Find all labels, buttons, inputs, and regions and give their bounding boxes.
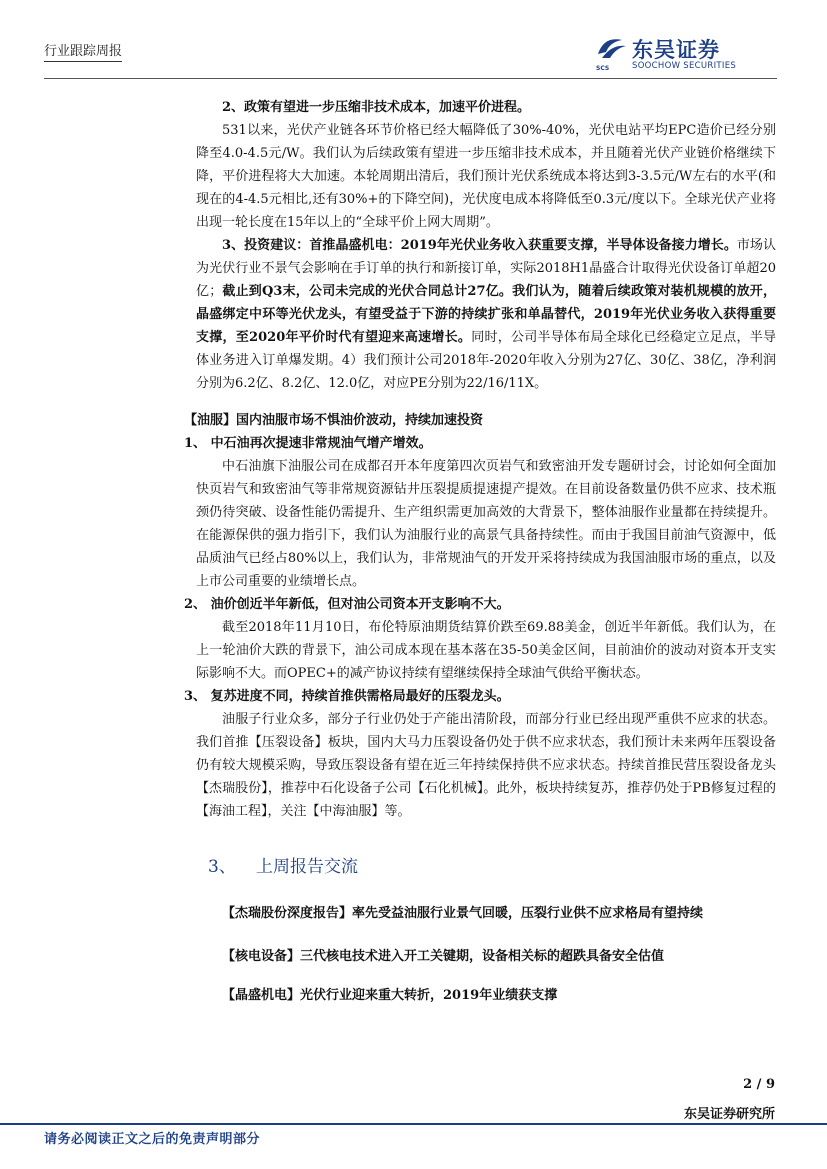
oil-point2-body: 截至2018年11月10日，布伦特原油期货结算价跌至69.88美金，创近半年新低。我们认为，在上一轮油价大跌的背景下，油公司成本现在基本落在35-50美金区间，目前油价的波动对资本开支实际影响不大。而OPEC+的减产协议持续有望继续保持全球油气供给平衡状态。 [196, 620, 776, 681]
page-number: 2 / 9 [743, 1077, 775, 1092]
report-item-tag: 【杰瑞股份深度报告】 [222, 906, 353, 921]
report-body [184, 96, 776, 1007]
report-item-tag: 【晶盛机电】 [222, 988, 301, 1003]
report-item-tag: 【核电设备】 [222, 949, 301, 964]
oil-point1-body: 中石油旗下油服公司在成都召开本年度第四次页岩气和致密油开发专题研讨会，讨论如何全面加快页岩气和致密油气等非常规资源钻井压裂提质提速提产提效。在目前设备数量仍供不应求、技术瓶颈仍待突破、设备性能仍需提升、生产组织需更加高效的大背景下，整体油服作业量都在持续提升。在能源保供的强力指引下，我们认为油服行业的高景气具备持续性。而由于我国目前油气资源中，低品质油气已经占80%以上，我们认为，非常规油气的开发开采将持续成为我国油服市场的重点，以及上市公司重要的业绩增长点。 [196, 459, 776, 589]
oil-point2-heading: 2、 油价创近半年新低，但对油公司资本开支影响不大。 [184, 597, 510, 612]
scs-emblem-icon [596, 34, 628, 64]
header-divider [44, 78, 777, 79]
pv-point2-heading: 2、政策有望进一步压缩非技术成本，加速平价进程。 [222, 100, 531, 115]
logo-abbr: SCS [596, 65, 610, 72]
oil-point1-heading: 1、 中石油再次提速非常规油气增产增效。 [184, 436, 432, 451]
pv-investment-advice-bold: 3、投资建议：首推晶盛机电：2019年光伏业务收入获重要支撑，半导体设备接力增长。 [222, 238, 737, 253]
pv-point3-paragraph [196, 234, 776, 395]
footer-divider [0, 1123, 827, 1125]
section-3-title: 上周报告交流 [256, 857, 358, 877]
report-item [196, 899, 776, 929]
report-item-title: 三代核电技术进入开工关键期，设备相关标的超跌具备安全估值 [300, 949, 665, 964]
institute-name: 东吴证券研究所 [683, 1107, 775, 1122]
company-logo [596, 34, 776, 78]
section-3-number: 3、 [208, 857, 236, 877]
oil-point3-heading: 3、 复苏进度不同，持续首推供需格局最好的压裂龙头。 [184, 689, 510, 704]
pv-investment-text-1: 市场认为光伏行业不景气会影响在手订单的执行和新接订单，实际2018H1晶盛合计取得光伏设备订单超20亿； [196, 238, 776, 299]
pv-investment-text-2: 同时，公司半导体布局全球化已经稳定立足点，半导体业务进入订单爆发期。4）我们预计公司2018年-2020年收入分别为27亿、30亿、38亿，净利润分别为6.2亿、8.2亿、12.0亿，对应PE分别为22/16/11X。 [196, 330, 776, 391]
pv-point2-body: 531以来，光伏产业链各环节价格已经大幅降低了30%-40%，光伏电站平均EPC造价已经分别降至4.0-4.5元/W。我们认为后续政策有望进一步压缩非技术成本，并且随着光伏产业链价格继续下降，平价进程将大大加速。本轮周期出清后，我们预计光伏系统成本将达到3-3.5元/W左右的水平(和现在的4-4.5元相比,还有30%+的下降空间)，光伏度电成本将降低至0.3元/度以下。全球光伏产业将出现一轮长度在15年以上的“全球平价上网大周期”。 [196, 123, 776, 230]
pv-investment-bold-2: 截止到Q3末，公司未完成的光伏合同总计27亿。我们认为，随着后续政策对装机规模的放开，晶盛绑定中环等光伏龙头，有望受益于下游的持续扩张和单晶替代，2019年光伏业务收入获得重要支撑，至2020年平价时代有望迎来高速增长。 [196, 284, 776, 345]
oil-point3-body: 油服子行业众多，部分子行业仍处于产能出清阶段，而部分行业已经出现严重供不应求的状态。我们首推【压裂设备】板块，国内大马力压裂设备仍处于供不应求状态，我们预计未来两年压裂设备仍有较大规模采购，导致压裂设备有望在近三年持续保持供不应求状态。持续首推民营压裂设备龙头【杰瑞股份】，推荐中石化设备子公司【石化机械】。此外，板块持续复苏，推荐仍处于PB修复过程的【海油工程】，关注【中海油服】等。 [196, 712, 776, 819]
section-3-heading [208, 855, 776, 879]
report-item-title: 光伏行业迎来重大转折，2019年业绩获支撑 [300, 988, 558, 1003]
report-item [196, 984, 776, 1007]
logo-chinese-name: 东吴证券 [632, 38, 720, 62]
logo-english-name: SOOCHOW SECURITIES [632, 61, 737, 71]
report-type-label: 行业跟踪周报 [44, 40, 122, 62]
report-item [196, 945, 776, 968]
oil-service-section-title: 【油服】国内油服市场不惧油价波动，持续加速投资 [184, 413, 484, 428]
report-item-title: 率先受益油服行业景气回暖，压裂行业供不应求格局有望持续 [352, 906, 704, 921]
disclaimer-notice: 请务必阅读正文之后的免责声明部分 [44, 1132, 261, 1147]
